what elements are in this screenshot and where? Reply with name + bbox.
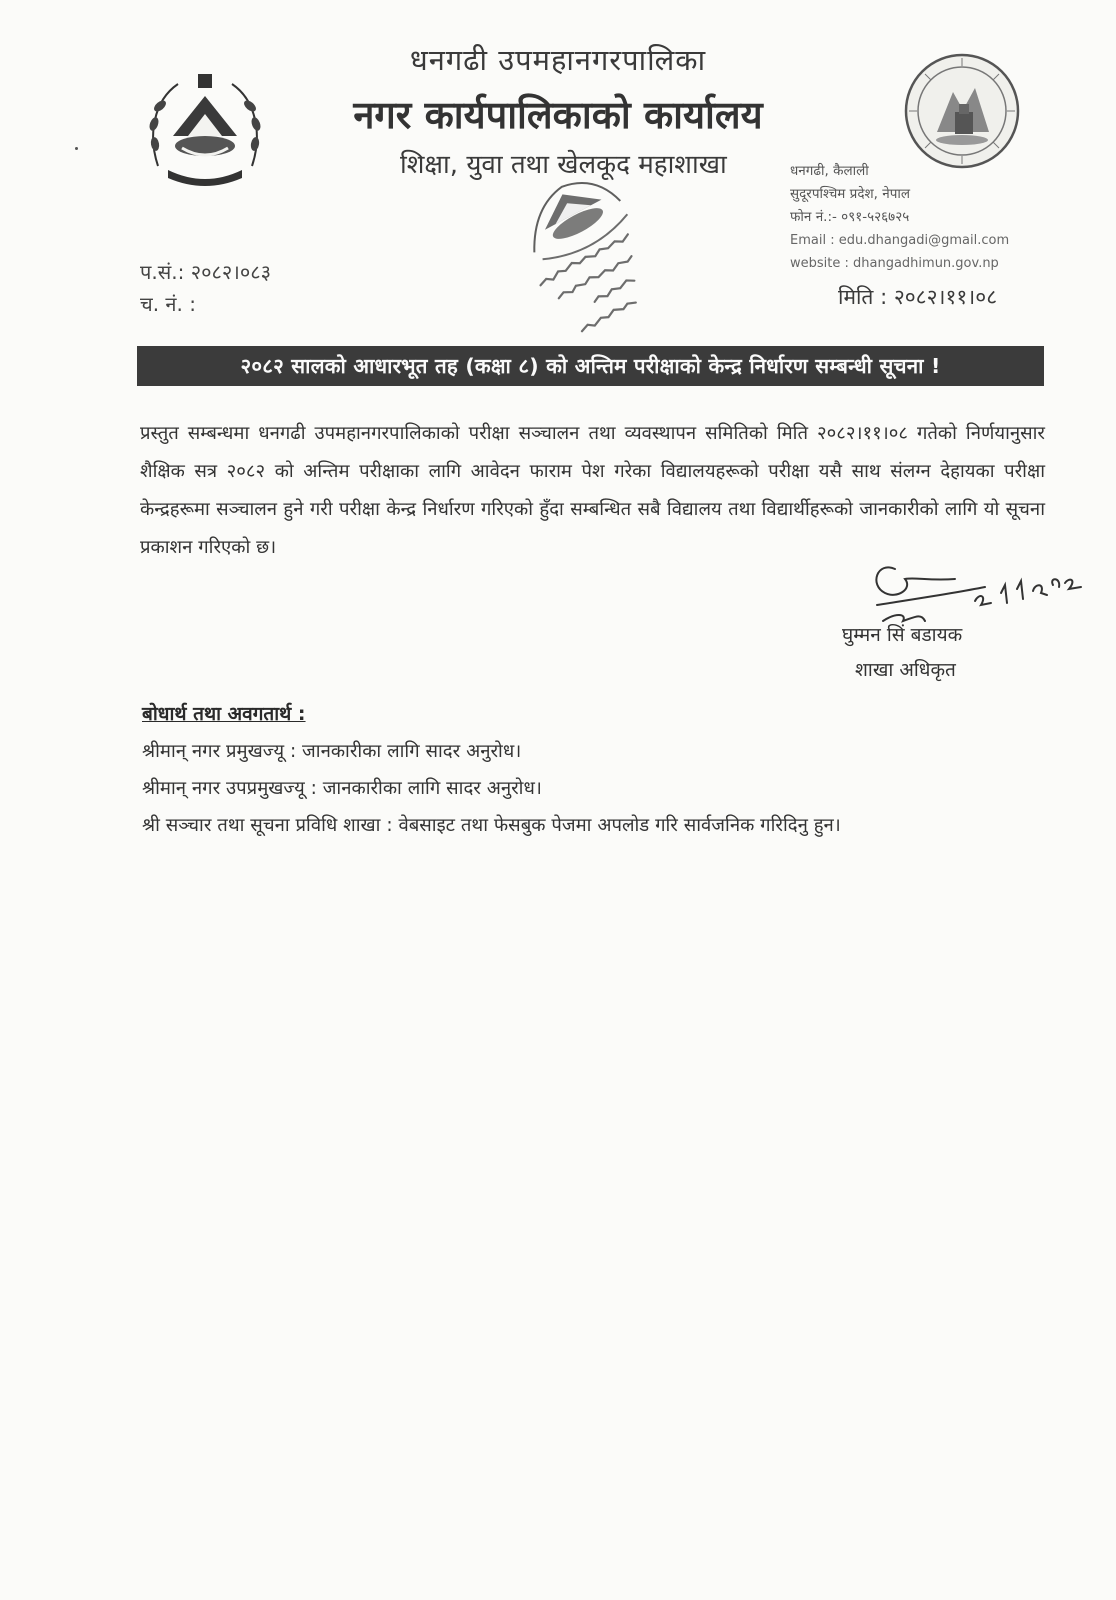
contact-province: सुदूरपश्चिम प्रदेश, नेपाल <box>790 186 911 202</box>
dispatch-number: च. नं. : <box>140 292 196 316</box>
letter-date: मिति : २०८२।११।०८ <box>838 285 998 309</box>
cc-item-it-section: श्री सञ्चार तथा सूचना प्रविधि शाखा : वेबसाइट तथा फेसबुक पेजमा अपलोड गरि सार्वजनिक गरिदिनु हुन। <box>142 815 841 836</box>
cc-item-mayor: श्रीमान् नगर प्रमुखज्यू : जानकारीका लागि सादर अनुरोध। <box>142 741 522 762</box>
letter-number: प.सं.: २०८२।०८३ <box>140 260 272 284</box>
contact-phone: फोन नं.:- ०९१-५२६७२५ <box>790 209 910 225</box>
signatory-title: शाखा अधिकृत <box>855 659 956 681</box>
subject-text: २०८२ सालको आधारभूत तह (कक्षा ८) को अन्तिम परीक्षाको केन्द्र निर्धारण सम्बन्धी सूचना ! <box>240 354 941 378</box>
contact-website: website : dhangadhimun.gov.np <box>790 256 999 271</box>
municipality-name: धनगढी उपमहानगरपालिका <box>409 43 707 77</box>
division-name: शिक्षा, युवा तथा खेलकूद महाशाखा <box>400 150 727 180</box>
office-stamp <box>500 165 685 335</box>
scan-speck <box>75 147 78 150</box>
contact-location: धनगढी, कैलाली <box>790 163 869 179</box>
subject-banner <box>137 346 1044 386</box>
contact-email: Email : edu.dhangadi@gmail.com <box>790 233 1010 248</box>
contact-block <box>790 160 1009 275</box>
cc-heading: बोधार्थ तथा अवगतार्थ : <box>142 703 306 725</box>
signatory-name: घुम्मन सिं बडायक <box>842 624 963 646</box>
office-name: नगर कार्यपालिकाको कार्यालय <box>353 93 763 137</box>
reference-block <box>140 256 271 320</box>
cc-list <box>142 733 841 844</box>
cc-item-deputy-mayor: श्रीमान् नगर उपप्रमुखज्यू : जानकारीका लागि सादर अनुरोध। <box>142 778 542 799</box>
notice-body: प्रस्तुत सम्बन्धमा धनगढी उपमहानगरपालिकाको परीक्षा सञ्चालन तथा व्यवस्थापन समितिको मिति २०८२।११।०८ गतेको निर्णयानुसार शैक्षिक सत्र २०८२ को अन्तिम परीक्षाका लागि आवेदन फाराम पेश गरेका विद्यालयहरूको परीक्षा यसै साथ संलग्न देहायका परीक्षा केन्द्रहरूमा सञ्चालन हुने गरी परीक्षा केन्द्र निर्धारण गरिएको हुँदा सम्बन्धित सबै विद्यालय तथा विद्यार्थीहरूको जानकारीको लागि यो सूचना प्रकाशन गरिएको छ। <box>140 423 1045 558</box>
